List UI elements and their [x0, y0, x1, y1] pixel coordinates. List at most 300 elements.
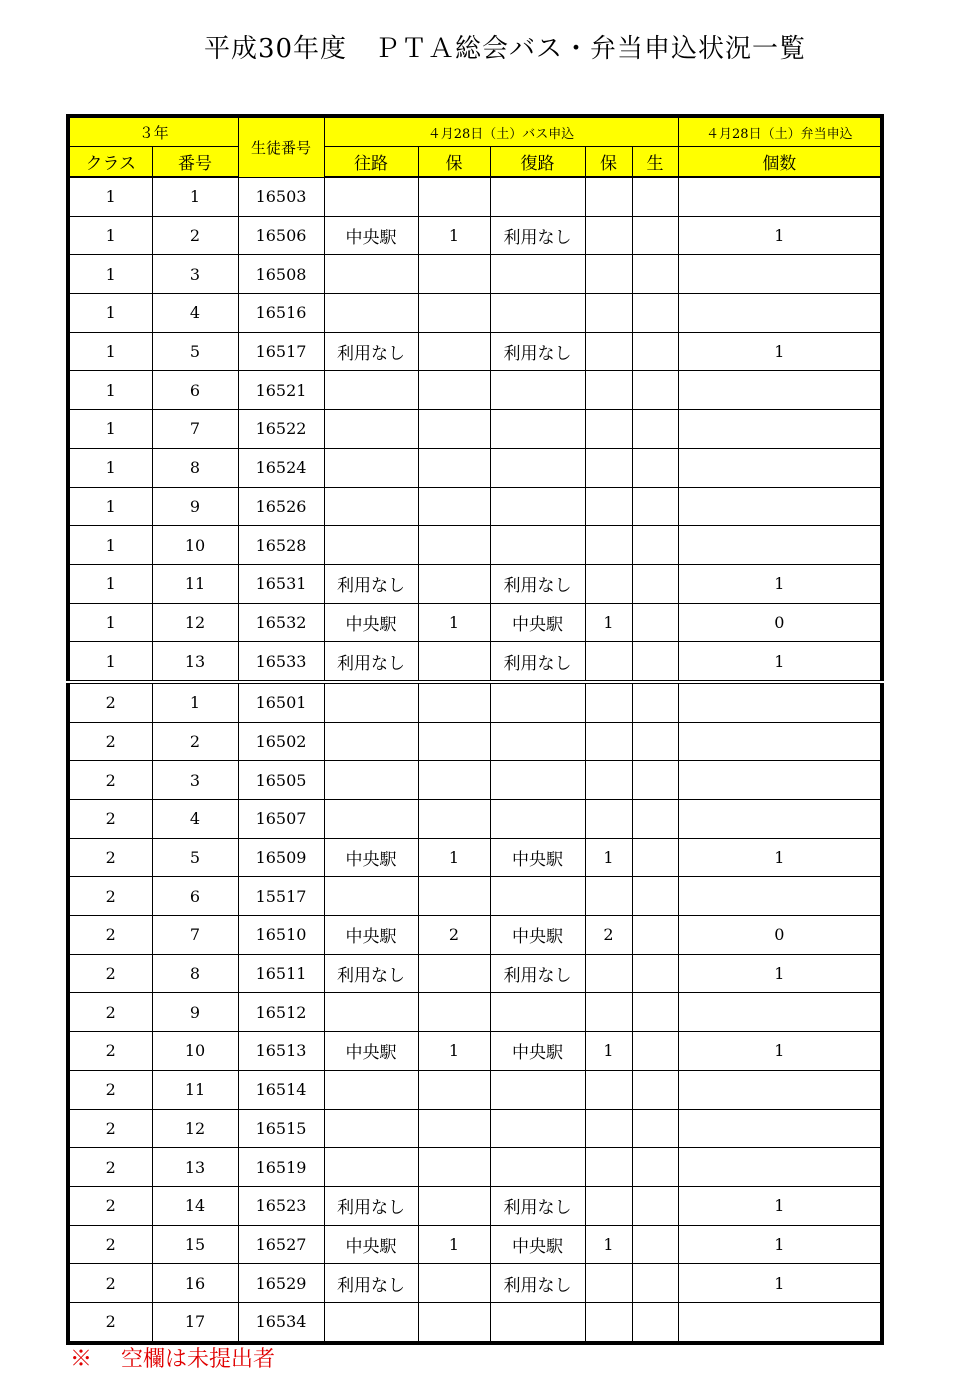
table-row: [68, 993, 882, 1032]
cell-number: 10: [152, 1032, 238, 1071]
cell-guardian-outbound: [418, 294, 490, 333]
cell-number: 17: [152, 1302, 238, 1342]
cell-bento-count: [678, 1070, 882, 1109]
cell-guardian-return: [585, 877, 632, 916]
cell-class: 2: [68, 838, 152, 877]
cell-student-return: [632, 410, 678, 449]
header-class: クラス: [68, 147, 152, 178]
table-row: [68, 1148, 882, 1187]
table-row: [68, 216, 882, 255]
cell-bento-count: 1: [678, 1264, 882, 1303]
cell-student-id: 16531: [238, 564, 324, 603]
cell-bento-count: 1: [678, 216, 882, 255]
cell-bento-count: 0: [678, 603, 882, 642]
cell-number: 11: [152, 1070, 238, 1109]
cell-student-return: [632, 332, 678, 371]
cell-student-return: [632, 1148, 678, 1187]
cell-outbound: [324, 761, 418, 800]
cell-guardian-return: [585, 682, 632, 722]
cell-class: 1: [68, 487, 152, 526]
cell-outbound: [324, 177, 418, 216]
cell-guardian-outbound: [418, 487, 490, 526]
cell-class: 2: [68, 800, 152, 839]
cell-student-return: [632, 877, 678, 916]
cell-bento-count: 1: [678, 564, 882, 603]
cell-return: [490, 448, 585, 487]
table-row: [68, 294, 882, 333]
cell-outbound: 利用なし: [324, 1264, 418, 1303]
cell-return: 利用なし: [490, 642, 585, 682]
cell-student-return: [632, 177, 678, 216]
cell-guardian-return: 1: [585, 1032, 632, 1071]
cell-return: 中央駅: [490, 1032, 585, 1071]
cell-return: [490, 722, 585, 761]
cell-outbound: [324, 993, 418, 1032]
cell-student-id: 16515: [238, 1109, 324, 1148]
cell-guardian-return: [585, 1186, 632, 1225]
table-row: [68, 1032, 882, 1071]
cell-guardian-outbound: [418, 1264, 490, 1303]
cell-student-return: [632, 993, 678, 1032]
cell-return: 利用なし: [490, 216, 585, 255]
cell-student-return: [632, 642, 678, 682]
table-row: [68, 332, 882, 371]
cell-bento-count: 1: [678, 1225, 882, 1264]
cell-number: 9: [152, 487, 238, 526]
cell-return: [490, 993, 585, 1032]
cell-number: 12: [152, 603, 238, 642]
cell-guardian-return: [585, 294, 632, 333]
cell-return: [490, 682, 585, 722]
cell-class: 2: [68, 722, 152, 761]
cell-bento-count: [678, 255, 882, 294]
cell-student-id: 16517: [238, 332, 324, 371]
cell-guardian-return: [585, 1148, 632, 1187]
cell-return: [490, 1109, 585, 1148]
cell-student-return: [632, 526, 678, 565]
cell-guardian-outbound: [418, 526, 490, 565]
table-row: [68, 410, 882, 449]
cell-return: [490, 294, 585, 333]
cell-guardian-outbound: 1: [418, 603, 490, 642]
cell-student-id: 16508: [238, 255, 324, 294]
table-row: [68, 954, 882, 993]
cell-return: 利用なし: [490, 1264, 585, 1303]
cell-guardian-return: [585, 1070, 632, 1109]
cell-return: 利用なし: [490, 564, 585, 603]
table-row: [68, 371, 882, 410]
cell-outbound: [324, 526, 418, 565]
cell-guardian-return: [585, 448, 632, 487]
cell-student-id: 16528: [238, 526, 324, 565]
cell-return: 利用なし: [490, 954, 585, 993]
cell-return: 中央駅: [490, 603, 585, 642]
cell-outbound: [324, 1109, 418, 1148]
cell-bento-count: [678, 410, 882, 449]
header-grade: ３年: [68, 116, 238, 147]
cell-number: 2: [152, 216, 238, 255]
cell-student-return: [632, 1032, 678, 1071]
table-body: [68, 177, 882, 1343]
cell-student-return: [632, 448, 678, 487]
cell-bento-count: [678, 993, 882, 1032]
cell-guardian-outbound: 1: [418, 1032, 490, 1071]
cell-bento-count: [678, 526, 882, 565]
cell-outbound: [324, 682, 418, 722]
cell-number: 13: [152, 1148, 238, 1187]
table-row: [68, 603, 882, 642]
cell-return: [490, 877, 585, 916]
cell-number: 1: [152, 682, 238, 722]
cell-guardian-outbound: 1: [418, 216, 490, 255]
cell-class: 2: [68, 954, 152, 993]
cell-student-return: [632, 216, 678, 255]
cell-outbound: 中央駅: [324, 838, 418, 877]
cell-class: 1: [68, 448, 152, 487]
cell-outbound: 利用なし: [324, 642, 418, 682]
cell-number: 3: [152, 761, 238, 800]
cell-guardian-return: [585, 954, 632, 993]
cell-guardian-outbound: [418, 1302, 490, 1342]
header-bus-application: ４月28日（土）バス申込: [324, 116, 678, 147]
cell-student-id: 16513: [238, 1032, 324, 1071]
table-row: [68, 800, 882, 839]
cell-guardian-outbound: [418, 642, 490, 682]
cell-class: 1: [68, 294, 152, 333]
cell-guardian-outbound: [418, 332, 490, 371]
header-bento-application: ４月28日（土）弁当申込: [678, 116, 882, 147]
cell-number: 4: [152, 294, 238, 333]
cell-guardian-outbound: [418, 1070, 490, 1109]
cell-guardian-return: [585, 487, 632, 526]
table-row: [68, 564, 882, 603]
cell-student-id: 16511: [238, 954, 324, 993]
cell-outbound: 利用なし: [324, 332, 418, 371]
cell-outbound: 中央駅: [324, 603, 418, 642]
cell-student-return: [632, 487, 678, 526]
cell-student-return: [632, 761, 678, 800]
cell-class: 1: [68, 526, 152, 565]
cell-guardian-outbound: [418, 448, 490, 487]
cell-guardian-outbound: [418, 410, 490, 449]
cell-class: 1: [68, 603, 152, 642]
cell-number: 4: [152, 800, 238, 839]
cell-guardian-return: [585, 1109, 632, 1148]
cell-guardian-return: [585, 993, 632, 1032]
cell-student-return: [632, 800, 678, 839]
cell-number: 6: [152, 877, 238, 916]
cell-return: [490, 800, 585, 839]
cell-return: [490, 1148, 585, 1187]
cell-guardian-return: [585, 1302, 632, 1342]
cell-student-id: 16524: [238, 448, 324, 487]
cell-guardian-outbound: [418, 1148, 490, 1187]
cell-class: 2: [68, 1109, 152, 1148]
cell-student-return: [632, 294, 678, 333]
cell-number: 5: [152, 838, 238, 877]
cell-outbound: 中央駅: [324, 1032, 418, 1071]
application-table: [66, 114, 884, 1345]
header-student-return: 生: [632, 147, 678, 178]
page-title: 平成30年度 ＰＴＡ総会バス・弁当申込状況一覧: [203, 34, 807, 64]
cell-outbound: 利用なし: [324, 954, 418, 993]
cell-guardian-return: [585, 332, 632, 371]
header-guardian-outbound: 保: [418, 147, 490, 178]
cell-bento-count: 1: [678, 954, 882, 993]
cell-number: 8: [152, 448, 238, 487]
cell-outbound: [324, 1070, 418, 1109]
cell-number: 5: [152, 332, 238, 371]
cell-class: 2: [68, 1070, 152, 1109]
cell-class: 1: [68, 410, 152, 449]
cell-student-return: [632, 722, 678, 761]
cell-class: 1: [68, 642, 152, 682]
cell-class: 2: [68, 1032, 152, 1071]
table-row: [68, 1109, 882, 1148]
cell-outbound: 利用なし: [324, 1186, 418, 1225]
header-number: 番号: [152, 147, 238, 178]
table-row: [68, 838, 882, 877]
cell-return: [490, 526, 585, 565]
cell-return: 中央駅: [490, 838, 585, 877]
cell-class: 1: [68, 177, 152, 216]
application-table-wrapper: [66, 114, 884, 1345]
cell-guardian-outbound: 1: [418, 1225, 490, 1264]
cell-guardian-outbound: [418, 954, 490, 993]
cell-student-return: [632, 954, 678, 993]
cell-outbound: [324, 294, 418, 333]
table-row: [68, 682, 882, 722]
cell-outbound: [324, 1148, 418, 1187]
cell-guardian-outbound: [418, 993, 490, 1032]
cell-student-id: 16519: [238, 1148, 324, 1187]
cell-student-id: 16523: [238, 1186, 324, 1225]
cell-number: 1: [152, 177, 238, 216]
cell-class: 2: [68, 916, 152, 955]
cell-guardian-return: [585, 177, 632, 216]
cell-outbound: [324, 487, 418, 526]
cell-number: 13: [152, 642, 238, 682]
cell-outbound: 利用なし: [324, 564, 418, 603]
cell-student-id: 16512: [238, 993, 324, 1032]
cell-student-return: [632, 1186, 678, 1225]
cell-bento-count: [678, 1302, 882, 1342]
cell-guardian-outbound: 2: [418, 916, 490, 955]
cell-student-id: 16533: [238, 642, 324, 682]
cell-outbound: [324, 1302, 418, 1342]
cell-student-return: [632, 682, 678, 722]
cell-outbound: 中央駅: [324, 216, 418, 255]
cell-student-id: 16529: [238, 1264, 324, 1303]
cell-return: [490, 1302, 585, 1342]
cell-guardian-outbound: [418, 255, 490, 294]
cell-bento-count: 0: [678, 916, 882, 955]
cell-guardian-return: [585, 564, 632, 603]
cell-bento-count: [678, 294, 882, 333]
cell-bento-count: [678, 682, 882, 722]
table-row: [68, 877, 882, 916]
cell-student-id: 16521: [238, 371, 324, 410]
cell-guardian-return: [585, 526, 632, 565]
cell-guardian-return: [585, 410, 632, 449]
cell-guardian-return: [585, 1264, 632, 1303]
cell-bento-count: 1: [678, 1032, 882, 1071]
cell-student-return: [632, 1264, 678, 1303]
cell-outbound: [324, 371, 418, 410]
cell-student-id: 15517: [238, 877, 324, 916]
cell-bento-count: [678, 800, 882, 839]
cell-number: 2: [152, 722, 238, 761]
cell-student-return: [632, 603, 678, 642]
note-blank-means-unsubmitted: ※ 空欄は未提出者: [70, 1347, 275, 1372]
cell-number: 12: [152, 1109, 238, 1148]
cell-student-id: 16502: [238, 722, 324, 761]
cell-number: 10: [152, 526, 238, 565]
table-row: [68, 1302, 882, 1342]
cell-outbound: 中央駅: [324, 1225, 418, 1264]
cell-student-id: 16526: [238, 487, 324, 526]
cell-return: [490, 487, 585, 526]
cell-class: 2: [68, 877, 152, 916]
cell-bento-count: [678, 1148, 882, 1187]
table-row: [68, 761, 882, 800]
table-row: [68, 487, 882, 526]
cell-guardian-outbound: [418, 177, 490, 216]
cell-bento-count: [678, 448, 882, 487]
cell-guardian-return: [585, 255, 632, 294]
cell-student-return: [632, 838, 678, 877]
cell-guardian-outbound: [418, 682, 490, 722]
cell-student-return: [632, 371, 678, 410]
cell-guardian-outbound: [418, 564, 490, 603]
cell-return: 中央駅: [490, 1225, 585, 1264]
table-row: [68, 255, 882, 294]
cell-bento-count: 1: [678, 1186, 882, 1225]
cell-number: 3: [152, 255, 238, 294]
cell-student-id: 16503: [238, 177, 324, 216]
cell-guardian-outbound: [418, 371, 490, 410]
cell-number: 14: [152, 1186, 238, 1225]
cell-bento-count: [678, 487, 882, 526]
cell-student-return: [632, 564, 678, 603]
table-row: [68, 177, 882, 216]
cell-guardian-outbound: 1: [418, 838, 490, 877]
cell-guardian-return: [585, 761, 632, 800]
cell-guardian-return: [585, 642, 632, 682]
cell-class: 1: [68, 371, 152, 410]
table-row: [68, 1264, 882, 1303]
cell-return: [490, 177, 585, 216]
cell-student-return: [632, 916, 678, 955]
cell-class: 2: [68, 1302, 152, 1342]
cell-guardian-outbound: [418, 761, 490, 800]
cell-student-id: 16514: [238, 1070, 324, 1109]
cell-outbound: [324, 877, 418, 916]
cell-student-id: 16516: [238, 294, 324, 333]
cell-return: 中央駅: [490, 916, 585, 955]
cell-outbound: [324, 800, 418, 839]
cell-guardian-return: [585, 371, 632, 410]
cell-student-id: 16532: [238, 603, 324, 642]
table-row: [68, 642, 882, 682]
cell-bento-count: [678, 761, 882, 800]
cell-outbound: [324, 448, 418, 487]
cell-guardian-outbound: [418, 877, 490, 916]
cell-guardian-return: 1: [585, 1225, 632, 1264]
cell-guardian-outbound: [418, 800, 490, 839]
cell-student-return: [632, 1070, 678, 1109]
header-count: 個数: [678, 147, 882, 178]
cell-bento-count: [678, 722, 882, 761]
cell-class: 2: [68, 682, 152, 722]
cell-number: 16: [152, 1264, 238, 1303]
cell-return: [490, 1070, 585, 1109]
table-row: [68, 1070, 882, 1109]
cell-class: 2: [68, 1264, 152, 1303]
cell-student-id: 16509: [238, 838, 324, 877]
cell-guardian-return: 1: [585, 838, 632, 877]
cell-class: 2: [68, 761, 152, 800]
cell-guardian-return: 2: [585, 916, 632, 955]
table-row: [68, 1186, 882, 1225]
cell-student-return: [632, 1109, 678, 1148]
cell-student-id: 16507: [238, 800, 324, 839]
cell-number: 11: [152, 564, 238, 603]
cell-class: 2: [68, 993, 152, 1032]
cell-guardian-return: 1: [585, 603, 632, 642]
cell-guardian-return: [585, 722, 632, 761]
cell-student-id: 16522: [238, 410, 324, 449]
cell-class: 1: [68, 216, 152, 255]
cell-guardian-outbound: [418, 722, 490, 761]
cell-student-return: [632, 1225, 678, 1264]
cell-student-id: 16534: [238, 1302, 324, 1342]
cell-return: [490, 410, 585, 449]
cell-class: 1: [68, 332, 152, 371]
cell-number: 6: [152, 371, 238, 410]
cell-outbound: [324, 255, 418, 294]
cell-return: 利用なし: [490, 332, 585, 371]
header-student-number: 生徒番号: [238, 116, 324, 177]
cell-bento-count: 1: [678, 838, 882, 877]
cell-student-return: [632, 1302, 678, 1342]
cell-number: 7: [152, 410, 238, 449]
cell-outbound: 中央駅: [324, 916, 418, 955]
table-row: [68, 722, 882, 761]
cell-student-id: 16510: [238, 916, 324, 955]
header-return: 復路: [490, 147, 585, 178]
cell-class: 2: [68, 1148, 152, 1187]
cell-guardian-outbound: [418, 1186, 490, 1225]
cell-bento-count: [678, 371, 882, 410]
header-outbound: 往路: [324, 147, 418, 178]
cell-bento-count: [678, 177, 882, 216]
cell-return: [490, 371, 585, 410]
cell-number: 7: [152, 916, 238, 955]
cell-student-return: [632, 255, 678, 294]
cell-return: [490, 761, 585, 800]
table-row: [68, 916, 882, 955]
table-row: [68, 448, 882, 487]
cell-student-id: 16501: [238, 682, 324, 722]
table-row: [68, 526, 882, 565]
cell-bento-count: 1: [678, 642, 882, 682]
cell-class: 1: [68, 564, 152, 603]
header-guardian-return: 保: [585, 147, 632, 178]
cell-return: 利用なし: [490, 1186, 585, 1225]
cell-guardian-outbound: [418, 1109, 490, 1148]
cell-number: 9: [152, 993, 238, 1032]
